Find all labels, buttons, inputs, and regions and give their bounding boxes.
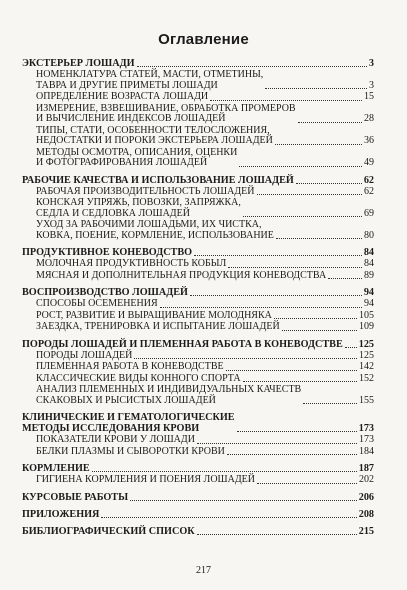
toc-entry-title: ПОРОДЫ ЛОШАДЕЙ И ПЛЕМЕННАЯ РАБОТА В КОНЕВОДСТВЕ (22, 338, 343, 350)
dot-leader (265, 87, 367, 89)
dot-leader (101, 516, 356, 518)
toc-entry (22, 362, 374, 373)
toc-entry-title: ЭКСТЕРЬЕР ЛОШАДИ (22, 58, 135, 69)
dot-leader (197, 442, 357, 444)
dot-leader (194, 254, 362, 256)
toc-entry (22, 259, 374, 270)
toc-entry-title: УХОД ЗА РАБОЧИМИ ЛОШАДЬМИ, ИХ ЧИСТКА, КОВКА, ПОЕНИЕ, КОРМЛЕНИЕ, ИСПОЛЬЗОВАНИЕ (36, 219, 274, 241)
toc-page-number: 152 (359, 372, 374, 384)
toc-page-number: 94 (363, 287, 374, 298)
toc-page-number: 62 (364, 185, 374, 197)
toc-page-number: 105 (359, 309, 374, 321)
dot-leader (243, 380, 357, 382)
toc-entry-title: НОМЕНКЛАТУРА СТАТЕЙ, МАСТИ, ОТМЕТИНЫ, ТАВРА И ДРУГИЕ ПРИМЕТЫ ЛОШАДИ (36, 69, 264, 91)
dot-leader (134, 357, 357, 359)
toc-page-number: 84 (363, 247, 374, 258)
dot-leader (257, 193, 363, 195)
toc-entry-title: ПРИЛОЖЕНИЯ (22, 508, 100, 520)
toc-page-number: 208 (358, 508, 374, 520)
dot-leader (130, 499, 357, 501)
toc-entry (22, 187, 374, 198)
dot-leader (160, 306, 362, 308)
toc-page-number: 173 (359, 434, 374, 445)
dot-leader (237, 430, 357, 432)
toc-page-number: 80 (364, 229, 374, 241)
toc-page-number: 202 (359, 474, 374, 485)
toc-entry (22, 126, 374, 147)
dot-leader (345, 346, 357, 348)
toc-page-number: 36 (364, 135, 374, 146)
toc-page-number: 15 (364, 91, 374, 102)
toc-entry-title: РАБОЧИЕ КАЧЕСТВА И ИСПОЛЬЗОВАНИЕ ЛОШАДЕЙ (22, 174, 294, 186)
toc-section (22, 492, 374, 503)
toc-entry-title: СПОСОБЫ ОСЕМЕНЕНИЯ (36, 298, 158, 309)
toc-section (22, 509, 374, 520)
toc-entry-title: ТИПЫ, СТАТИ, ОСОБЕННОСТИ ТЕЛОСЛОЖЕНИЯ, НЕДОСТАТКИ И ПОРОКИ ЭКСТЕРЬЕРА ЛОШАДЕЙ (36, 124, 273, 146)
toc-entry (22, 435, 374, 446)
table-of-contents (22, 58, 374, 537)
toc-page-number: 28 (364, 113, 374, 124)
dot-leader (274, 317, 357, 319)
toc-section (22, 339, 374, 350)
dot-leader (92, 470, 357, 472)
toc-section (22, 247, 374, 258)
toc-page-number: 94 (364, 298, 374, 309)
toc-entry-title: ПЛЕМЕННАЯ РАБОТА В КОНЕВОДСТВЕ (36, 361, 224, 372)
page-number: 217 (196, 565, 211, 576)
dot-leader (296, 182, 362, 184)
toc-entry (22, 299, 374, 310)
dot-leader (210, 99, 362, 101)
toc-entry-title: КОРМЛЕНИЕ (22, 463, 90, 474)
toc-entry-title: ПОКАЗАТЕЛИ КРОВИ У ЛОШАДИ (36, 434, 195, 445)
toc-page-number: 125 (358, 338, 374, 350)
toc-entry-title: ВОСПРОИЗВОДСТВО ЛОШАДЕЙ (22, 287, 188, 298)
toc-page-number: 3 (369, 79, 374, 91)
dot-leader (303, 402, 357, 404)
toc-entry-title: МОЛОЧНАЯ ПРОДУКТИВНОСТЬ КОБЫЛ (36, 258, 227, 269)
toc-entry (22, 447, 374, 458)
toc-entry-title: РОСТ, РАЗВИТИЕ И ВЫРАЩИВАНИЕ МОЛОДНЯКА (36, 309, 272, 321)
dot-leader (282, 329, 357, 331)
toc-entry-title: ГИГИЕНА КОРМЛЕНИЯ И ПОЕНИЯ ЛОШАДЕЙ (36, 474, 256, 485)
dot-leader (257, 482, 357, 484)
toc-entry-title: ОПРЕДЕЛЕНИЕ ВОЗРАСТА ЛОШАДИ (36, 91, 209, 102)
toc-entry-title: КУРСОВЫЕ РАБОТЫ (22, 491, 129, 503)
toc-entry-title: ПОРОДЫ ЛОШАДЕЙ (36, 349, 133, 361)
toc-entry-title: ПРОДУКТИВНОЕ КОНЕВОДСТВО (22, 247, 193, 258)
toc-entry-title: МЯСНАЯ И ДОПОЛНИТЕЛЬНАЯ ПРОДУКЦИЯ КОНЕВОДСТВА (36, 269, 327, 281)
toc-page-number: 173 (358, 423, 374, 434)
toc-page-number: 206 (358, 491, 374, 503)
toc-section (22, 287, 374, 298)
toc-entry (22, 70, 374, 91)
toc-section (22, 463, 374, 474)
dot-leader (137, 65, 367, 67)
toc-entry (22, 385, 374, 406)
dot-leader (243, 215, 362, 217)
dot-leader (190, 294, 362, 296)
toc-entry (22, 374, 374, 385)
toc-entry (22, 220, 374, 241)
toc-entry-title: БЕЛКИ ПЛАЗМЫ И СЫВОРОТКИ КРОВИ (36, 445, 225, 457)
toc-page-number: 62 (363, 174, 374, 186)
toc-section (22, 58, 374, 69)
toc-entry-title: КЛАССИЧЕСКИЕ ВИДЫ КОННОГО СПОРТА (36, 372, 241, 384)
toc-page-number: 125 (359, 349, 374, 361)
dot-leader (228, 266, 362, 268)
toc-entry-title: КОНСКАЯ УПРЯЖЬ, ПОВОЗКИ, ЗАПРЯЖКА, СЕДЛА И СЕДЛОВКА ЛОШАДЕЙ (36, 197, 241, 219)
toc-section (22, 412, 374, 434)
toc-entry (22, 198, 374, 219)
toc-entry-title: КЛИНИЧЕСКИЕ И ГЕМАТОЛОГИЧЕСКИЕ МЕТОДЫ ИССЛЕДОВАНИЯ КРОВИ (22, 412, 235, 434)
dot-leader (197, 533, 357, 535)
dot-leader (276, 237, 362, 239)
toc-entry (22, 351, 374, 362)
toc-entry-title: МЕТОДЫ ОСМОТРА, ОПИСАНИЯ, ОЦЕНКИ И ФОТОГРАФИРОВАНИЯ ЛОШАДЕЙ (36, 146, 238, 168)
toc-entry (22, 92, 374, 103)
toc-page-number: 3 (368, 58, 374, 69)
dot-leader (328, 277, 362, 279)
toc-page-number: 84 (364, 258, 374, 269)
toc-page-number: 142 (359, 361, 374, 372)
toc-entry (22, 148, 374, 169)
toc-section (22, 175, 374, 186)
toc-entry (22, 475, 374, 486)
toc-page-number: 49 (364, 157, 374, 168)
toc-entry (22, 104, 374, 125)
toc-entry (22, 322, 374, 333)
toc-entry-title: ЗАЕЗДКА, ТРЕНИРОВКА И ИСПЫТАНИЕ ЛОШАДЕЙ (36, 321, 280, 332)
toc-page-number: 187 (358, 463, 374, 474)
toc-page-number: 184 (359, 445, 374, 457)
toc-page-number: 155 (359, 394, 374, 406)
dot-leader (227, 453, 357, 455)
toc-entry-title: РАБОЧАЯ ПРОИЗВОДИТЕЛЬНОСТЬ ЛОШАДЕЙ (36, 185, 255, 197)
toc-page-number: 109 (359, 321, 374, 332)
toc-section (22, 526, 374, 537)
toc-entry-title: БИБЛИОГРАФИЧЕСКИЙ СПИСОК (22, 525, 195, 537)
toc-entry (22, 271, 374, 282)
toc-page-number: 215 (358, 525, 374, 537)
dot-leader (226, 369, 357, 371)
toc-entry (22, 311, 374, 322)
toc-entry-title: ИЗМЕРЕНИЕ, ВЗВЕШИВАНИЕ, ОБРАБОТКА ПРОМЕРОВ И ВЫЧИСЛЕНИЕ ИНДЕКСОВ ЛОШАДЕЙ (36, 102, 296, 124)
toc-page-number: 89 (364, 269, 374, 281)
dot-leader (239, 165, 362, 167)
toc-entry-title: АНАЛИЗ ПЛЕМЕННЫХ И ИНДИВИДУАЛЬНЫХ КАЧЕСТВ СКАКОВЫХ И РЫСИСТЫХ ЛОШАДЕЙ (36, 384, 302, 406)
toc-page-number: 69 (364, 207, 374, 219)
dot-leader (298, 121, 362, 123)
page-title: Оглавление (158, 31, 249, 48)
dot-leader (275, 143, 362, 145)
